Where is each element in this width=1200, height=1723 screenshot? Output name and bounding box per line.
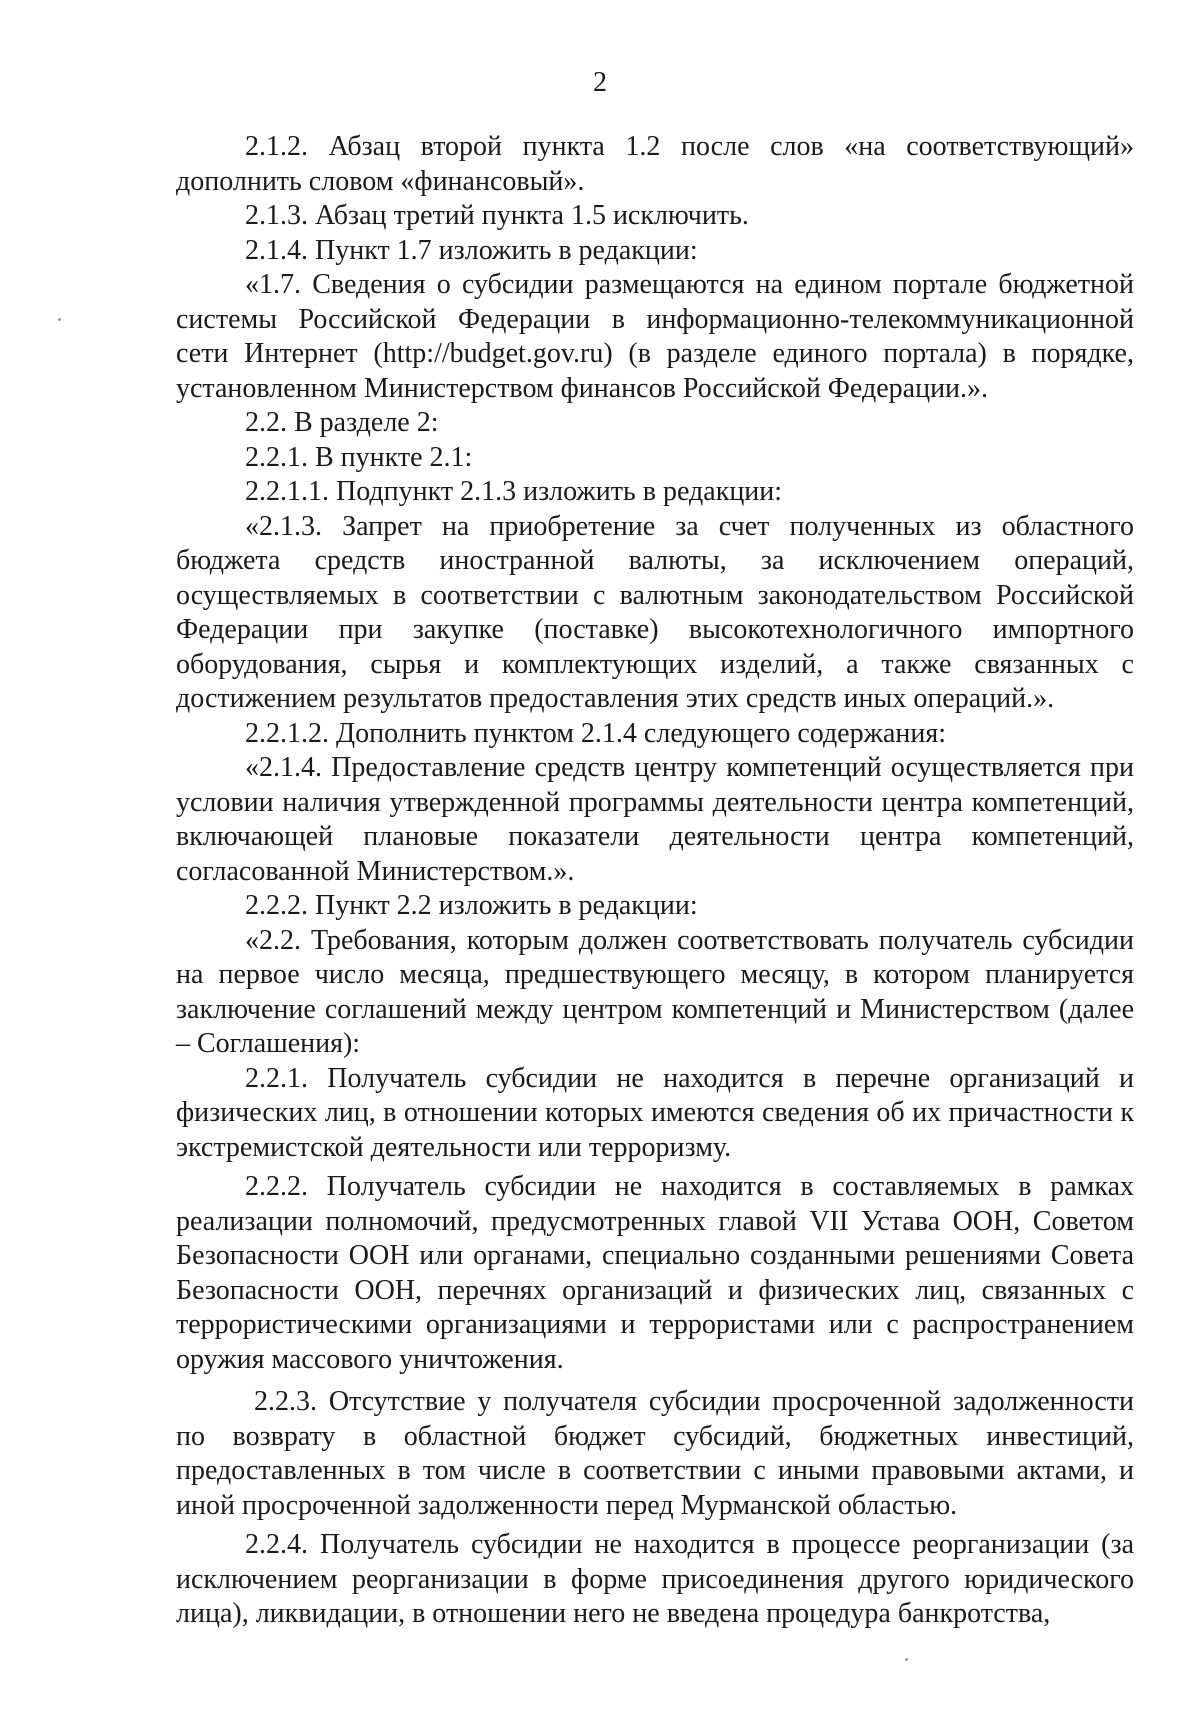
- scan-speck: [905, 1658, 908, 1661]
- paragraph-2-2-1-2: 2.2.1.2. Дополнить пунктом 2.1.4 следующего содержания:: [245, 717, 947, 749]
- document-body: [176, 130, 1134, 1632]
- scan-speck: [58, 318, 61, 321]
- paragraph-2-2-2-header: 2.2.2. Пункт 2.2 изложить в редакции:: [245, 890, 698, 921]
- paragraph-requirement-2-2-2: 2.2.2. Получатель субсидии не находится в составляемых в рамках реализации полномочий, предусмотренных главой VII Устава ООН, Советом Безопасности ООН или органами, специально созданными решениями Совета Безопасности ООН, перечнях организаций и физических лиц, связанных с террористическими организациями и террористами или с распространением оружия массового уничтожения.: [176, 1171, 1134, 1375]
- paragraph-quote-2-2: «2.2. Требования, которым должен соответствовать получатель субсидии на первое число месяца, предшествующего месяцу, в котором планируется заключение соглашений между центром компетенций и Министерством (далее – Соглашения):: [176, 924, 1134, 1059]
- paragraph-2-2-1-1: 2.2.1.1. Подпункт 2.1.3 изложить в редакции:: [245, 476, 783, 507]
- page-number: 2: [593, 67, 607, 98]
- paragraph-quote-2-1-3: «2.1.3. Запрет на приобретение за счет полученных из областного бюджета средств иностранной валюты, за исключением операций, осуществляемых в соответствии с валютным законодательством Российской Федерации при закупке (поставке) высокотехнологичного импортного оборудования, сырья и комплектующих изделий, а также связанных с достижением результатов предоставления этих средств иных операций.».: [176, 510, 1134, 714]
- paragraph-requirement-2-2-4: 2.2.4. Получатель субсидии не находится в процессе реорганизации (за исключением реорганизации в форме присоединения другого юридического лица), ликвидации, в отношении него не введена процедура банкротства,: [176, 1529, 1134, 1629]
- paragraph-quote-1-7: «1.7. Сведения о субсидии размещаются на едином портале бюджетной системы Российской Федерации в информационно-телекоммуникационной сети Интернет (http://budget.gov.ru) (в разделе единого портала) в порядке, установленном Министерством финансов Российской Федерации.».: [176, 269, 1134, 404]
- paragraph-requirement-2-2-1: 2.2.1. Получатель субсидии не находится в перечне организаций и физических лиц, в отношении которых имеются сведения об их причастности к экстремистской деятельности или терроризму.: [176, 1062, 1134, 1163]
- paragraph-requirement-2-2-3: 2.2.3. Отсутствие у получателя субсидии просроченной задолженности по возврату в областной бюджет субсидий, бюджетных инвестиций, предоставленных в том числе в соответствии с иными правовыми актами, и иной просроченной задолженности перед Мурманской областью.: [176, 1386, 1134, 1521]
- paragraph-2-2-1: 2.2.1. В пункте 2.1:: [245, 441, 473, 473]
- paragraph-2-1-2: 2.1.2. Абзац второй пункта 1.2 после слов «на соответствующий» дополнить словом «финансовый».: [176, 131, 1134, 197]
- paragraph-2-1-3: 2.1.3. Абзац третий пункта 1.5 исключить.: [245, 200, 749, 231]
- paragraph-quote-2-1-4: «2.1.4. Предоставление средств центру компетенций осуществляется при условии наличия утвержденной программы деятельности центра компетенций, включающей плановые показатели деятельности центра компетенций, согласованной Министерством.».: [176, 752, 1134, 887]
- paragraph-2-1-4: 2.1.4. Пункт 1.7 изложить в редакции:: [245, 234, 698, 266]
- paragraph-2-2: 2.2. В разделе 2:: [245, 407, 439, 438]
